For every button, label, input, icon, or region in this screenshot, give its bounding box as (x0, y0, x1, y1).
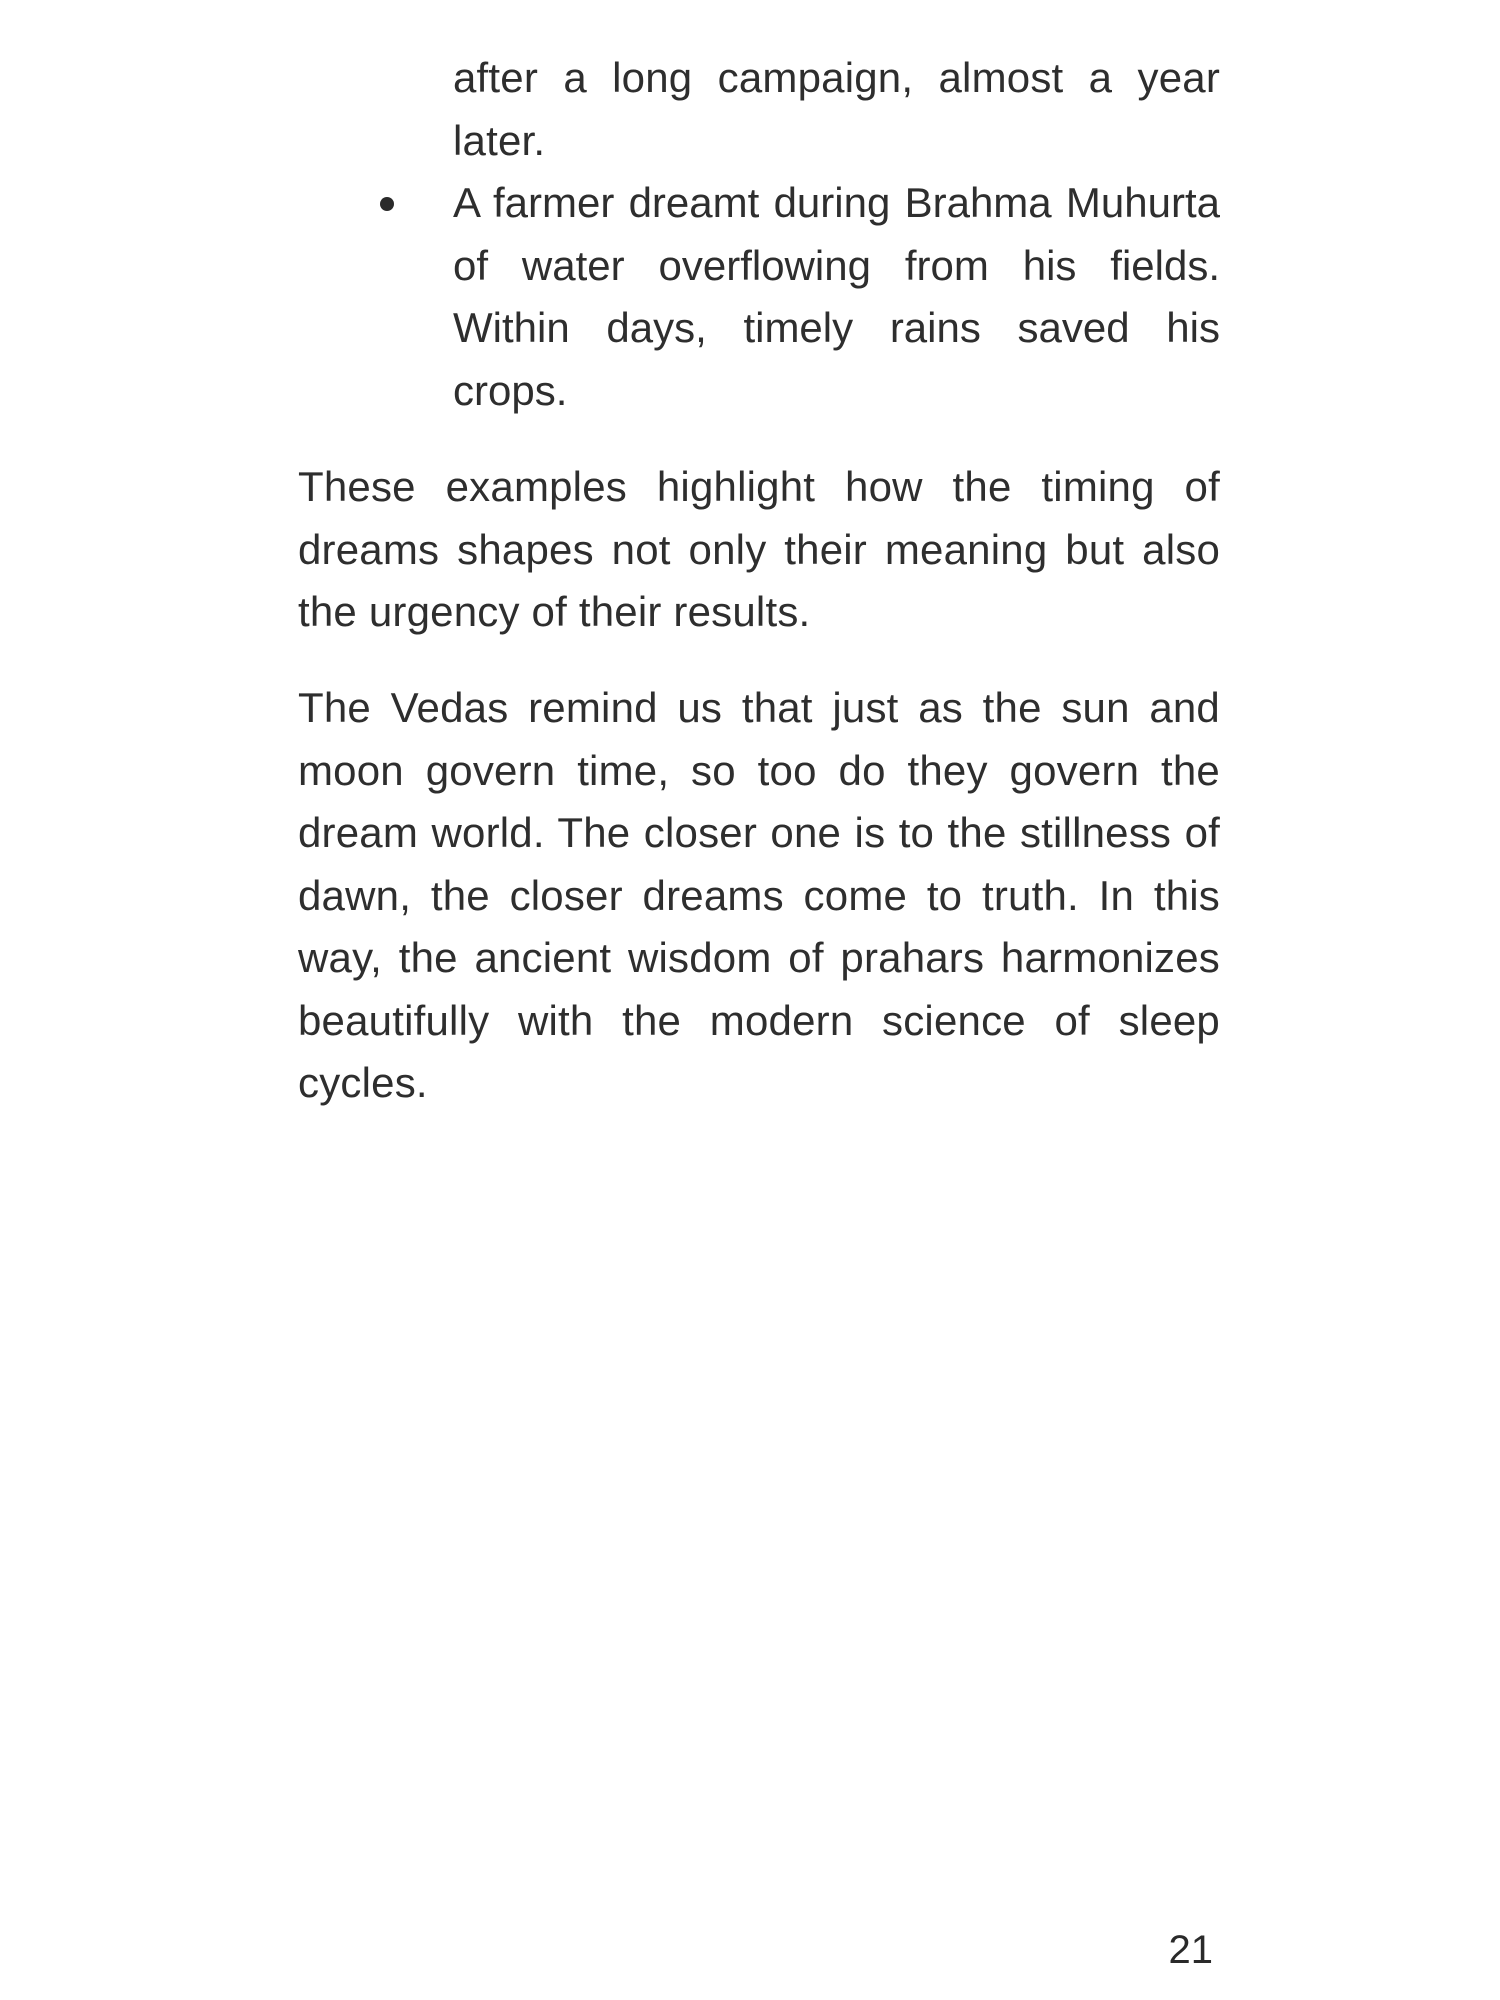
bullet-list (370, 172, 1220, 422)
bullet-icon (380, 197, 394, 211)
page-number: 21 (1168, 1928, 1213, 1972)
bullet-continuation-text: after a long campaign, almost a year later. (453, 54, 1220, 164)
bullet-text: A farmer dreamt during Brahma Muhurta of water overflowing from his fields. Within days, timely rains saved his crops. (453, 179, 1220, 414)
paragraph: These examples highlight how the timing of dreams shapes not only their meaning but also the urgency of their results. (298, 463, 1220, 635)
paragraph: The Vedas remind us that just as the sun and moon govern time, so too do they govern the dream world. The closer one is to the stillness of dawn, the closer dreams come to truth. In this way, the ancient wisdom of prahars harmonizes beautifully with the modern science of sleep cycles. (298, 684, 1220, 1106)
list-item (370, 172, 1220, 422)
